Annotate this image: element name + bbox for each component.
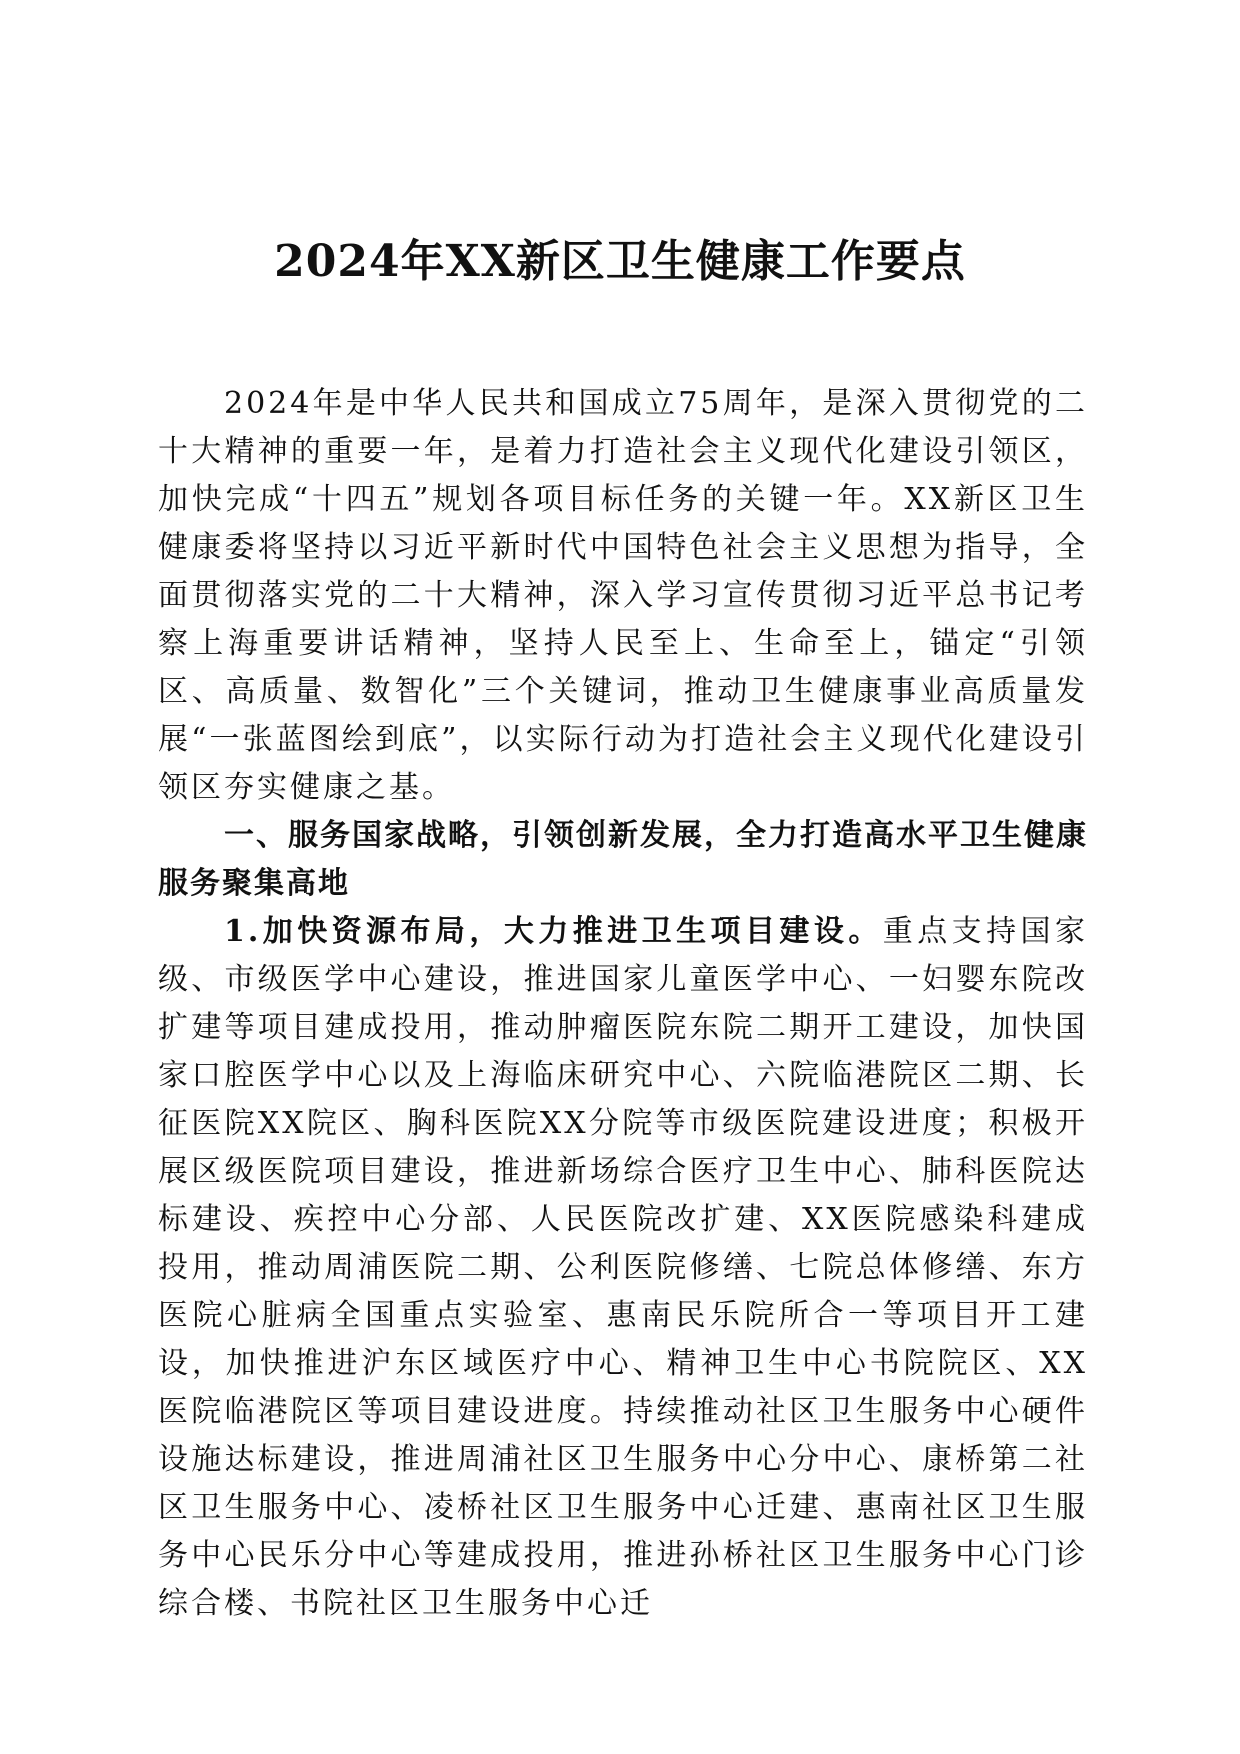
document-title: 2024年XX新区卫生健康工作要点 [274, 236, 966, 287]
item-one-paragraph [158, 908, 1088, 1628]
intro-paragraph: 2024年是中华人民共和国成立75周年，是深入贯彻党的二十大精神的重要一年，是着力打造社会主义现代化建设引领区，加快完成“十四五”规划各项目标任务的关键一年。XX新区卫生健康委将坚持以习近平新时代中国特色社会主义思想为指导，全面贯彻落实党的二十大精神，深入学习宣传贯彻习近平总书记考察上海重要讲话精神，坚持人民至上、生命至上，锚定“引领区、高质量、数智化”三个关键词，推动卫生健康事业高质量发展“一张蓝图绘到底”，以实际行动为打造社会主义现代化建设引领区夯实健康之基。 [158, 386, 1088, 805]
item-one-body: 重点支持国家级、市级医学中心建设，推进国家儿童医学中心、一妇婴东院改扩建等项目建成投用，推动肿瘤医院东院二期开工建设，加快国家口腔医学中心以及上海临床研究中心、六院临港院区二期、长征医院XX院区、胸科医院XX分院等市级医院建设进度；积极开展区级医院项目建设，推进新场综合医疗卫生中心、肺科医院达标建设、疾控中心分部、人民医院改扩建、XX医院感染科建成投用，推动周浦医院二期、公利医院修缮、七院总体修缮、东方医院心脏病全国重点实验室、惠南民乐院所合一等项目开工建设，加快推进沪东区域医疗中心、精神卫生中心书院院区、XX医院临港院区等项目建设进度。持续推动社区卫生服务中心硬件设施达标建设，推进周浦社区卫生服务中心分中心、康桥第二社区卫生服务中心、凌桥社区卫生服务中心迁建、惠南社区卫生服务中心民乐分中心等建成投用，推进孙桥社区卫生服务中心门诊综合楼、书院社区卫生服务中心迁 [158, 914, 1089, 1621]
document-body [158, 380, 1088, 1628]
item-one-lead: 1.加快资源布局，大力推进卫生项目建设。 [224, 914, 883, 949]
section-one-heading: 一、服务国家战略，引领创新发展，全力打造高水平卫生健康服务聚集高地 [158, 818, 1088, 901]
